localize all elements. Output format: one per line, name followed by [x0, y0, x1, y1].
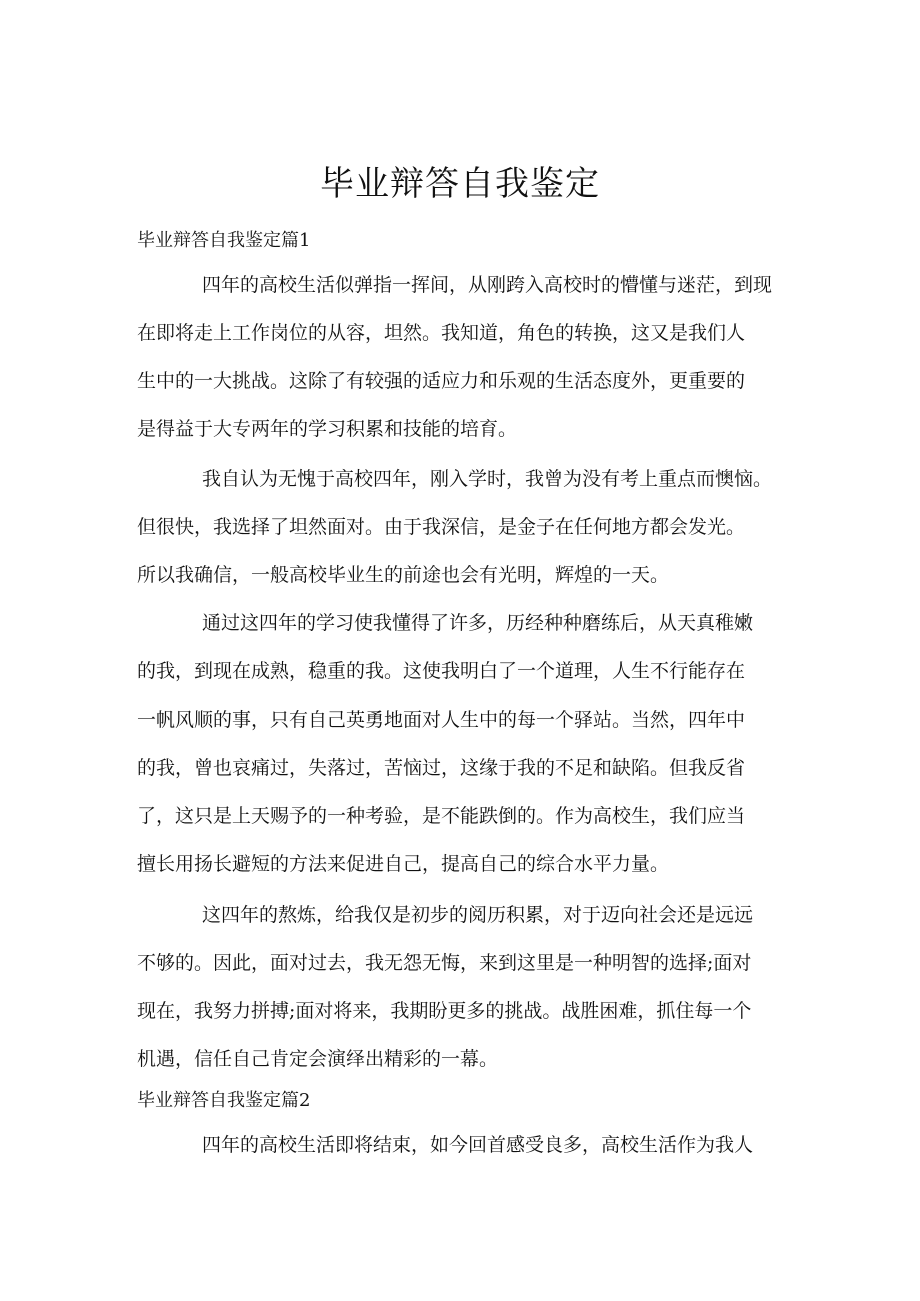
paragraph-line: 我自认为无愧于高校四年，刚入学时，我曾为没有考上重点而懊恼。 — [202, 468, 773, 490]
paragraph-line: 但很快，我选择了坦然面对。由于我深信，是金子在任何地方都会发光。 — [137, 516, 746, 538]
paragraph-line: 的我，到现在成熟，稳重的我。这使我明白了一个道理，人生不行能存在 — [137, 660, 746, 682]
paragraph-line: 是得益于大专两年的学习积累和技能的培育。 — [137, 418, 518, 440]
paragraph-line: 现在，我努力拼搏;面对将来，我期盼更多的挑战。战胜困难，抓住每一个 — [137, 1000, 752, 1022]
paragraph-line: 在即将走上工作岗位的从容，坦然。我知道，角色的转换，这又是我们人 — [137, 322, 746, 344]
paragraph-line: 机遇，信任自己肯定会演绎出精彩的一幕。 — [137, 1048, 499, 1070]
section-heading: 毕业辩答自我鉴定篇2 — [137, 1090, 311, 1111]
paragraph-line: 了，这只是上天赐予的一种考验，是不能跌倒的。作为高校生，我们应当 — [137, 805, 746, 827]
paragraph-line: 四年的高校生活即将结束，如今回首感受良多，高校生活作为我人 — [202, 1134, 754, 1156]
paragraph-line: 通过这四年的学习使我懂得了许多，历经种种磨练后，从天真稚嫩 — [202, 612, 754, 634]
section-heading: 毕业辩答自我鉴定篇1 — [137, 230, 311, 251]
paragraph-line: 这四年的熬炼，给我仅是初步的阅历积累，对于迈向社会还是远远 — [202, 904, 754, 926]
paragraph-line: 所以我确信，一般高校毕业生的前途也会有光明，辉煌的一天。 — [137, 564, 670, 586]
paragraph-line: 生中的一大挑战。这除了有较强的适应力和乐观的生活态度外，更重要的 — [137, 370, 746, 392]
paragraph-line: 不够的。因此，面对过去，我无怨无悔，来到这里是一种明智的选择;面对 — [137, 952, 752, 974]
page-title: 毕业辩答自我鉴定 — [320, 163, 600, 204]
paragraph-line: 一帆风顺的事，只有自己英勇地面对人生中的每一个驿站。当然，四年中 — [137, 709, 746, 731]
paragraph-line: 四年的高校生活似弹指一挥间，从刚跨入高校时的懵懂与迷茫，到现 — [202, 274, 773, 296]
paragraph-line: 擅长用扬长避短的方法来促进自己，提高自己的综合水平力量。 — [137, 853, 670, 875]
paragraph-line: 的我，曾也哀痛过，失落过，苦恼过，这缘于我的不足和缺陷。但我反省 — [137, 757, 746, 779]
